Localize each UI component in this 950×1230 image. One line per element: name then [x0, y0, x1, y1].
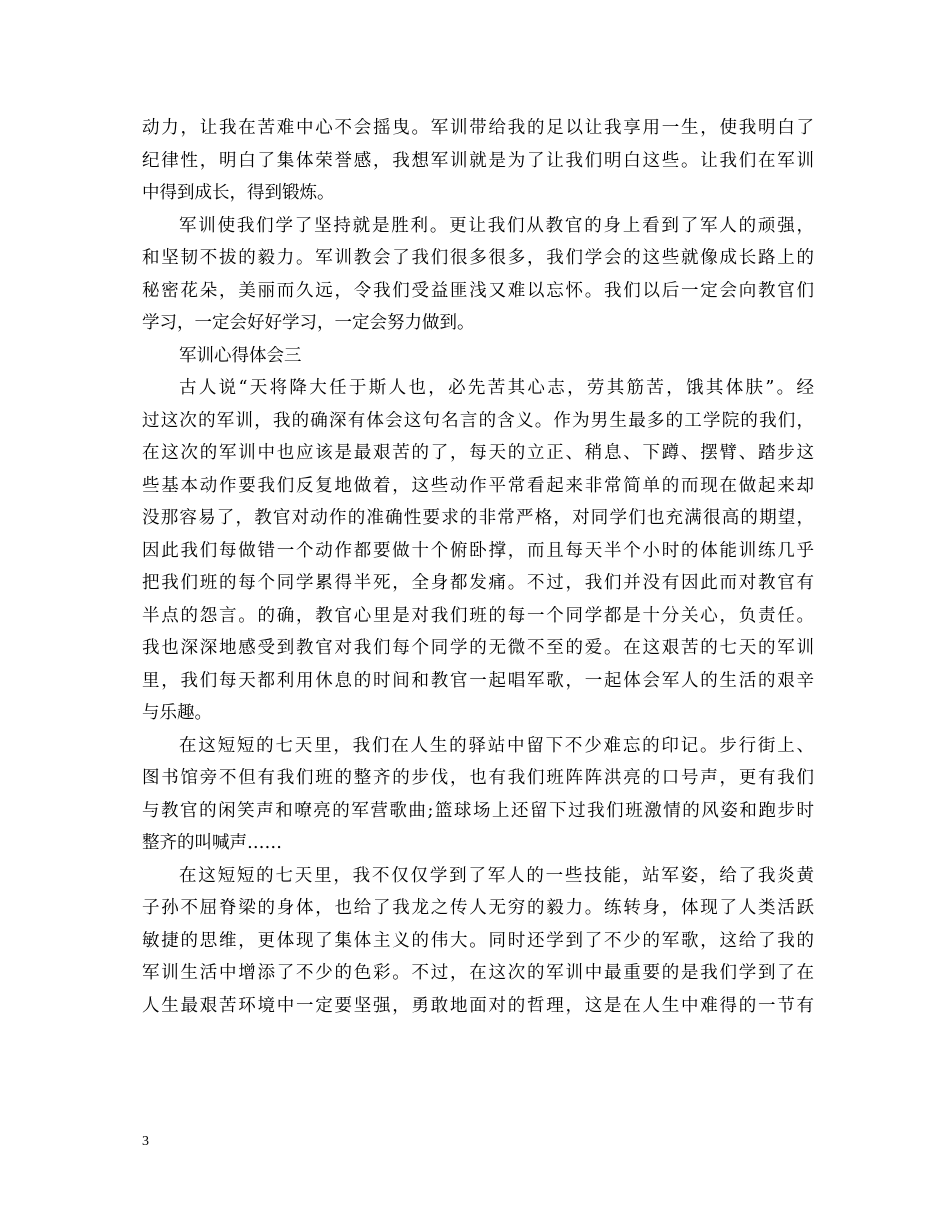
text-line: 没那容易了，教官对动作的准确性要求的非常严格，对同学们也充满很高的期望， — [142, 508, 814, 528]
text-line: 秘密花朵，美丽而久远，令我们受益匪浅又难以忘怀。我们以后一定会向教官们 — [142, 280, 814, 301]
text-line: 学习，一定会好好学习，一定会努力做到。 — [142, 313, 475, 333]
text-line: 我也深深地感受到教官对我们每个同学的无微不至的爱。在这艰苦的七天的军训 — [142, 638, 814, 658]
document-body — [142, 112, 814, 1022]
text-line: 图书馆旁不但有我们班的整齐的步伐，也有我们班阵阵洪亮的口号声，更有我们 — [142, 768, 814, 788]
text-line: 中得到成长，得到锻炼。 — [142, 183, 335, 203]
text-line: 古人说“天将降大任于斯人也，必先苦其心志，劳其筋苦，饿其体肤”。经 — [179, 378, 814, 398]
text-line: 过这次的军训，我的确深有体会这句名言的含义。作为男生最多的工学院的我们， — [142, 410, 814, 431]
text-line: 敏捷的思维，更体现了集体主义的伟大。同时还学到了不少的军歌，这给了我的 — [142, 930, 814, 951]
text-line: 动力，让我在苦难中心不会摇曳。军训带给我的足以让我享用一生，使我明白了 — [142, 118, 814, 138]
text-line: 里，我们每天都利用休息的时间和教官一起唱军歌，一起体会军人的生活的艰辛 — [142, 670, 814, 691]
text-line: 半点的怨言。的确，教官心里是对我们班的每一个同学都是十分关心，负责任。 — [142, 605, 814, 626]
page-number: 3 — [142, 1134, 149, 1149]
text-line: 因此我们每做错一个动作都要做十个俯卧撑，而且每天半个小时的体能训练几乎 — [142, 540, 814, 561]
paragraph — [142, 730, 814, 860]
text-line: 把我们班的每个同学累得半死，全身都发痛。不过，我们并没有因此而对教官有 — [142, 573, 814, 593]
paragraph — [142, 210, 814, 340]
paragraph — [142, 860, 814, 1023]
text-line: 在这次的军训中也应该是最艰苦的了，每天的立正、稍息、下蹲、摆臂、踏步这 — [142, 443, 814, 463]
text-line: 在这短短的七天里，我们在人生的驿站中留下不少难忘的印记。步行街上、 — [179, 735, 814, 756]
paragraph — [142, 372, 814, 730]
section-heading: 军训心得体会三 — [179, 345, 302, 366]
text-line: 军训使我们学了坚持就是胜利。更让我们从教官的身上看到了军人的顽强， — [179, 215, 814, 236]
text-line: 与乐趣。 — [142, 703, 212, 723]
paragraph — [142, 112, 814, 210]
text-line: 人生最艰苦环境中一定要坚强，勇敢地面对的哲理，这是在人生中难得的一节有 — [142, 995, 814, 1016]
text-line: 在这短短的七天里，我不仅仅学到了军人的一些技能，站军姿，给了我炎黄 — [179, 865, 814, 886]
text-line: 子孙不屈脊梁的身体，也给了我龙之传人无穷的毅力。练转身，体现了人类活跃 — [142, 898, 814, 918]
text-line: 军训生活中增添了不少的色彩。不过，在这次的军训中最重要的是我们学到了在 — [142, 963, 814, 983]
text-line: 和坚韧不拔的毅力。军训教会了我们很多很多，我们学会的这些就像成长路上的 — [142, 248, 814, 268]
text-line: 与教官的闲笑声和嘹亮的军营歌曲;篮球场上还留下过我们班激情的风姿和跑步时 — [142, 800, 814, 821]
text-line: 整齐的叫喊声…… — [142, 833, 282, 853]
text-line: 些基本动作要我们反复地做着，这些动作平常看起来非常简单的而现在做起来却 — [142, 475, 814, 496]
text-line: 纪律性，明白了集体荣誉感，我想军训就是为了让我们明白这些。让我们在军训 — [142, 150, 814, 171]
